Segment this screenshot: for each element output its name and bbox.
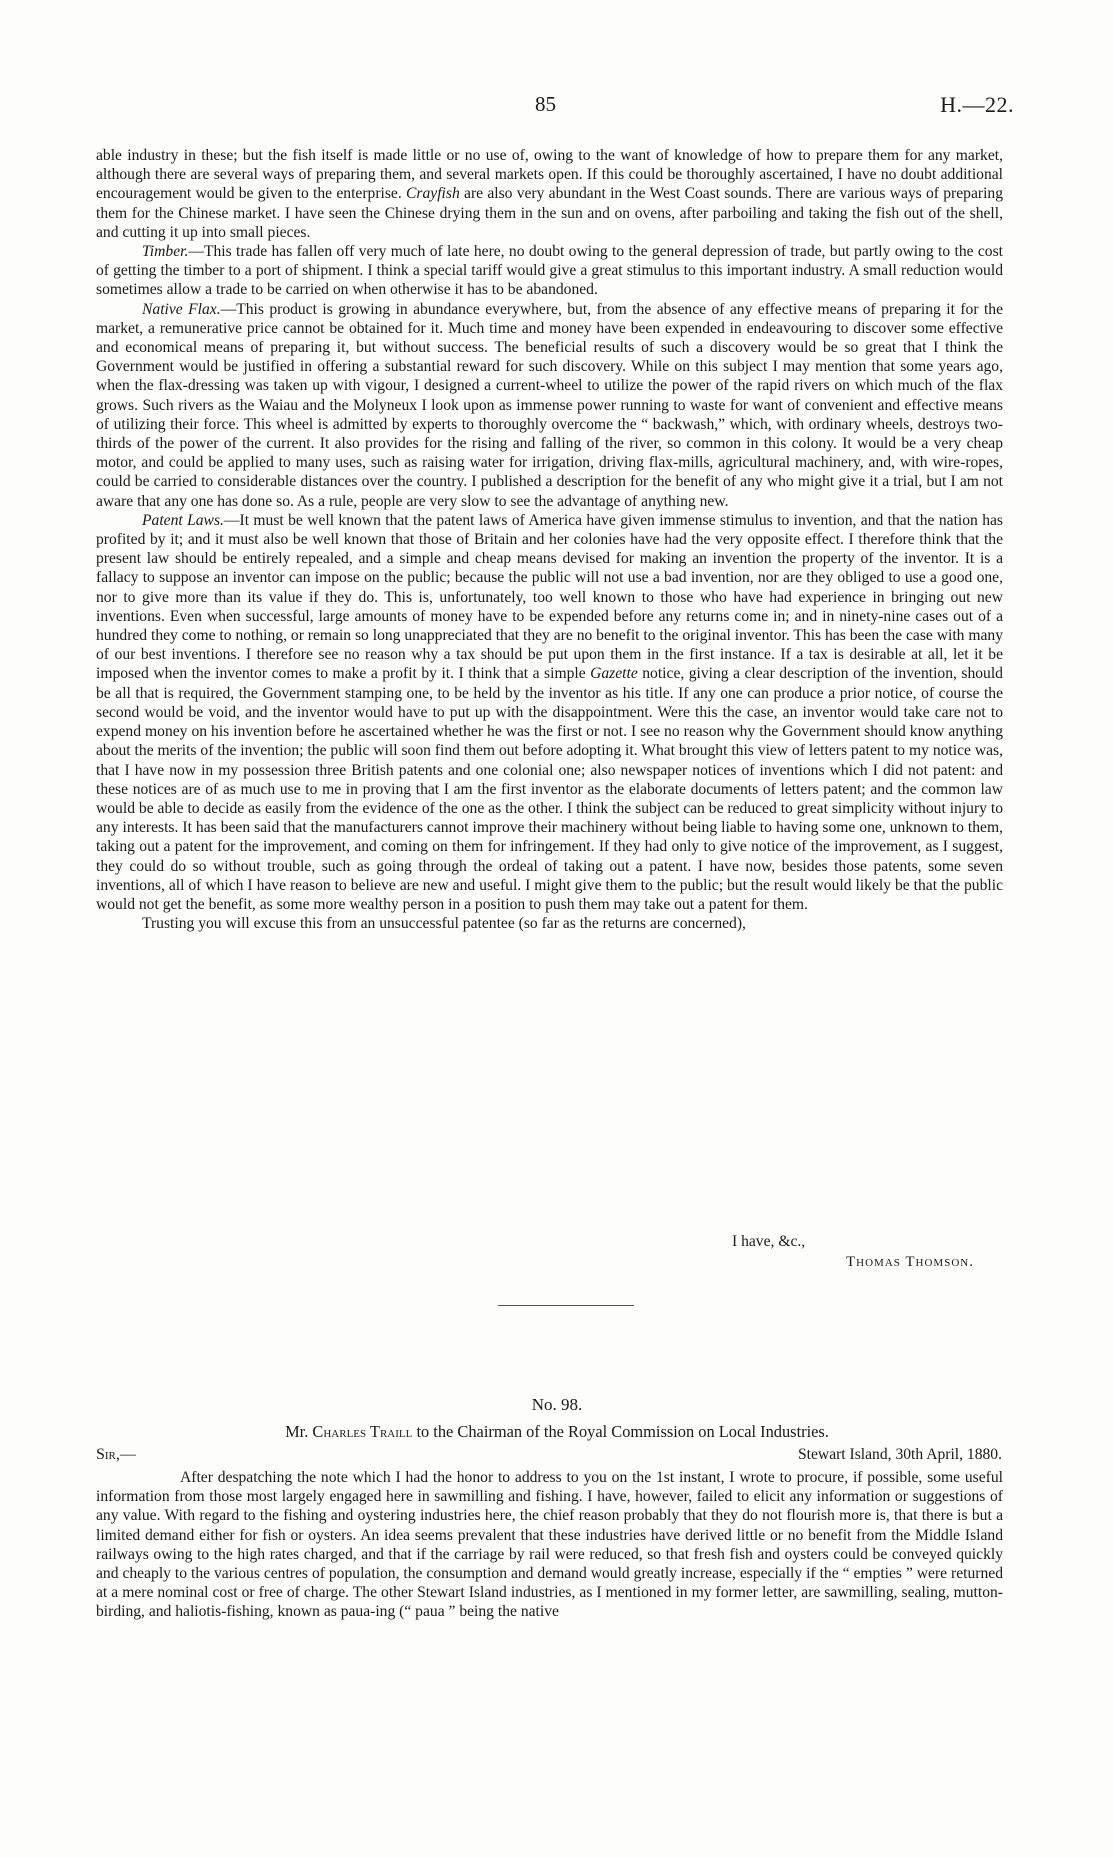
page-number: 85 <box>535 92 556 116</box>
section-divider <box>498 1305 634 1306</box>
page-header <box>0 92 1114 122</box>
patent-laws-text-b: notice, giving a clear description of the invention, should be all that is required, the Government stamping one, to be held by the inventor as his title. If any one can produce a prior notice, of course the second would be void, and the inventor would have to put up with the disappointment. Were this the case, an inventor would take care not to expend money on his invention before he ascertained whether he was the first or not. I see no reason why the Government should know anything about the merits of the invention; the public will soon find them out before adopting it. What brought this view of letters patent to my notice was, that I have now in my possession three British patents and one colonial one; also newspaper notices of inventions which I did not patent: and these notices are of as much use to me in proving that I am the first inventor as the elaborate documents of letters patent; and the common law would be able to decide as easily from the evidence of the one as the other. I think the subject can be reduced to great simplicity without injury to any interests. It has been said that the manufacturers cannot improve their machinery without being liable to having some one, unknown to them, taking out a patent for the improvement, and coming on them for infringement. If they had only to give notice of the improvement, as I suggest, they could do so without trouble, such as going through the ordeal of taking out a patent. I have now, besides those patents, some seven inventions, all of which I have reason to believe are new and useful. I might give them to the public; but the result would likely be that the public would not get the benefit, as some more wealthy person in a position to push them may take out a patent for them. <box>96 665 1003 913</box>
timber-text: —This trade has fallen off very much of late here, no doubt owing to the general depression of trade, but partly owing to the cost of getting the timber to a port of shipment. I think a special tariff would give a great stimulus to this important industry. A small reduction would sometimes allow a trade to be carried on when otherwise it has to be abandoned. <box>96 243 1003 299</box>
paragraph-fish-text: able industry in these; but the fish itself is made little or no use of, owing to the want of knowledge of how to prepare them for any market, although there are several ways of preparing them, and several markets open. If this could be thoroughly ascertained, I have no doubt additional encouragement would be given to the enterprise. <box>96 147 1003 203</box>
letter-author-name: Charles Traill <box>312 1422 413 1441</box>
paragraph-fish <box>96 146 1003 242</box>
patent-laws-heading: Patent Laws. <box>142 511 224 529</box>
signoff: I have, &c., <box>732 1233 806 1250</box>
paragraph-timber <box>96 242 1003 300</box>
document-reference: H.—22. <box>940 92 1014 117</box>
paragraph-crayfish-text: are also very abundant in the West Coast sounds. There are various ways of preparing them for the Chinese market. I have seen the Chinese drying them in the sun and on ovens, after parboiling and taking the fish out of the shell, and cutting it up into small pieces. <box>96 185 1004 241</box>
timber-heading: Timber. <box>142 243 189 261</box>
letter-title <box>0 1422 1114 1442</box>
place-date: Stewart Island, 30th April, 1880. <box>798 1446 1002 1463</box>
letter-title-rest: to the Chairman of the Royal Commission on Local Industries. <box>412 1422 829 1441</box>
crayfish-term: Crayfish <box>406 185 460 203</box>
paragraph-closing: Trusting you will excuse this from an unsuccessful patentee (so far as the returns are concerned), <box>142 915 746 933</box>
letter-paragraph: After despatching the note which I had the honor to address to you on the 1st instant, I wrote to procure, if possible, some useful information from those most largely engaged here in sawmilling and fishing. I have, however, failed to elicit any information or suggestions of any value. With regard to the fishing and oystering industries here, the chief reason probably that they do not flourish more is, that there is but a limited demand either for fish or oysters. An idea seems prevalent that these industries have derived little or no benefit from the Middle Island railways owing to the high rates charged, and that if the carriage by rail were reduced, so that fresh fish and oysters could be conveyed quickly and cheaply to the various centres of population, the consumption and demand would greatly increase, especially if the “ empties ” were returned at a mere nominal cost or free of charge. The other Stewart Island industries, as I mentioned in my former letter, are sawmilling, sealing, mutton-birding, and haliotis-fishing, known as paua-ing (“ paua ” being the native <box>96 1469 1003 1621</box>
native-flax-text: —This product is growing in abundance everywhere, but, from the absence of any effective means of preparing it for the market, a remunerative price cannot be obtained for it. Much time and money have been expended in endeavouring to discover some effective and economical means of preparing it, but without success. The beneficial results of such a discovery would be so great that I think the Government would be justified in offering a substantial reward for such discovery. While on this subject I may mention that some years ago, when the flax-dressing was taken up with vigour, I designed a current-wheel to utilize the power of the rapid rivers on which much of the flax grows. Such rivers as the Waiau and the Molyneux I look upon as immense power running to waste for want of convenient and effective means of utilizing their force. This wheel is admitted by experts to thoroughly overcome the “ backwash,” which, with ordinary wheels, destroys two-thirds of the power of the current. It also provides for the rising and falling of the river, so common in this colony. It would be a very cheap motor, and could be applied to many uses, such as raising water for irrigation, driving flax-mills, agricultural machinery, and, with wire-ropes, could be carried to considerable distances over the country. I published a description for the benefit of any who might give it a trial, but I am not aware that any one has done so. As a rule, people are very slow to see the advantage of anything new. <box>96 300 1003 510</box>
salutation: Sir,— <box>96 1446 136 1463</box>
letter-number: No. 98. <box>531 1395 583 1414</box>
paragraph-native-flax <box>96 300 1003 511</box>
letter-body <box>96 1468 1003 1622</box>
native-flax-heading: Native Flax. <box>142 300 221 318</box>
patent-laws-text-a: —It must be well known that the patent laws of America have given immense stimulus to invention, and that the nation has profited by it; and it must also be well known that those of Britain and her colonies have had the very opposite effect. I therefore think that the present law should be entirely repealed, and a simple and cheap means devised for making an invention the property of the inventor. It is a fallacy to suppose an inventor can impose on the public; because the public will not use a bad invention, nor are they obliged to use a good one, nor to give more than its value if they do. This is, unfortunately, too well known to those who have had experience in bringing out new inventions. Even when successful, large amounts of money have to be expended before any returns come in; and in ninety-nine cases out of a hundred they come to nothing, or remain so long unappreciated that they are no benefit to the original inventor. This has been the case with many of our best inventions. I therefore see no reason why a tax should be put upon them in the first instance. If a tax is desirable at all, let it be imposed when the inventor comes to make a profit by it. I think that a simple <box>96 511 1003 683</box>
gazette-term: Gazette <box>590 665 638 683</box>
paragraph-patent-laws <box>96 511 1003 914</box>
signature-thomson: Thomas Thomson. <box>846 1254 974 1270</box>
report-body <box>96 146 1003 933</box>
letter-title-prefix: Mr. <box>285 1422 313 1441</box>
